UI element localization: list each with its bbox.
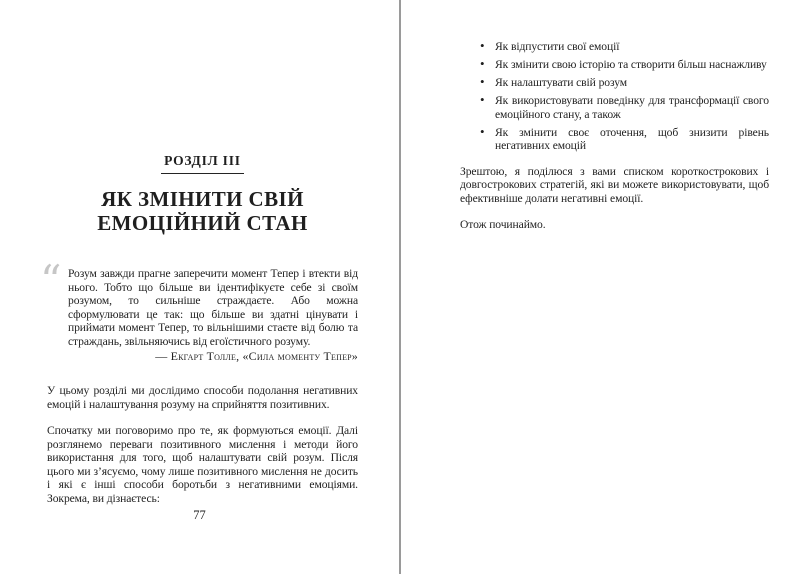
chapter-topics-list: [460, 40, 769, 153]
list-item: [460, 58, 769, 72]
paragraph: Зрештою, я поділюся з вами списком короткострокових і довгострокових стратегій, які ви можете використовувати, щоб ефективніше долати негативні емоції.: [460, 164, 769, 205]
page-left: [0, 0, 399, 574]
list-item: [460, 94, 769, 121]
quote-attribution: — Екгарт Толле, «Сила моменту Тепер»: [155, 349, 358, 363]
page-right: [401, 0, 800, 574]
page-right-content: [401, 0, 800, 232]
paragraph: У цьому розділі ми дослідимо способи подолання негативних емоцій і налаштування розуму на сприйняття позитивних.: [47, 384, 358, 411]
page-left-content: [0, 0, 399, 505]
chapter-title-line2: ЕМОЦІЙНИЙ СТАН: [97, 211, 308, 235]
bullet-icon: •: [480, 74, 485, 89]
bullet-icon: •: [480, 123, 485, 139]
page-number: 77: [193, 508, 206, 522]
list-item-text: Як змінити свою історію та створити більш наснажливу: [495, 58, 767, 71]
epigraph-quote: “ Розум завжди прагне заперечити момент Тепер і втекти від нього. Тобто що більше ви ідентифікуєте себе зі своїм розумом, то сильніше страждаєте. Або можна сформулювати це так: що більше ви здатні цінувати і приймати момент Тепер, то вільнішими стаєте від болю та страждань, звільняючись від егоїстичного розуму. — Екгарт Толле, «Сила моменту Тепер»: [40, 256, 358, 363]
list-item-text: Як використовувати поведінку для трансформації свого емоційного стану, а також: [495, 94, 769, 121]
chapter-kicker-row: [47, 152, 358, 174]
list-item: [460, 123, 769, 153]
chapter-title: [47, 187, 358, 235]
paragraph: Отож починаймо.: [460, 218, 546, 231]
list-item-text: Як налаштувати свій розум: [495, 76, 627, 89]
list-item-text: Як відпустити свої емоції: [495, 40, 620, 53]
list-item: [460, 40, 769, 54]
list-item-text: Як змінити своє оточення, щоб знизити рівень негативних емоцій: [495, 125, 769, 152]
chapter-kicker: РОЗДІЛ III: [161, 153, 244, 174]
bullet-icon: •: [480, 92, 485, 107]
bullet-icon: •: [480, 56, 485, 71]
quote-text: Розум завжди прагне заперечити момент Тепер і втекти від нього. Тобто що більше ви ідентифікуєте себе зі своїм розумом, то сильніше страждаєте. Або можна сформулювати це так: що більше ви здатні цінувати і приймати момент Тепер, то вільнішими стаєте від болю та страждань, звільняючись від егоїстичного розуму.: [68, 267, 358, 348]
paragraph: Спочатку ми поговоримо про те, як формуються емоції. Далі розглянемо переваги позитивного мислення і методи його використання для того, щоб налаштувати свій розум. Після цього ми з’ясуємо, чому лише позитивного мислення не досить і які є інші способи боротьби з негативними емоціями. Зокрема, ви дізнаєтесь:: [47, 424, 358, 505]
list-item: [460, 76, 769, 90]
chapter-title-line1: ЯК ЗМІНИТИ СВІЙ: [101, 187, 304, 211]
bullet-icon: •: [480, 38, 485, 53]
